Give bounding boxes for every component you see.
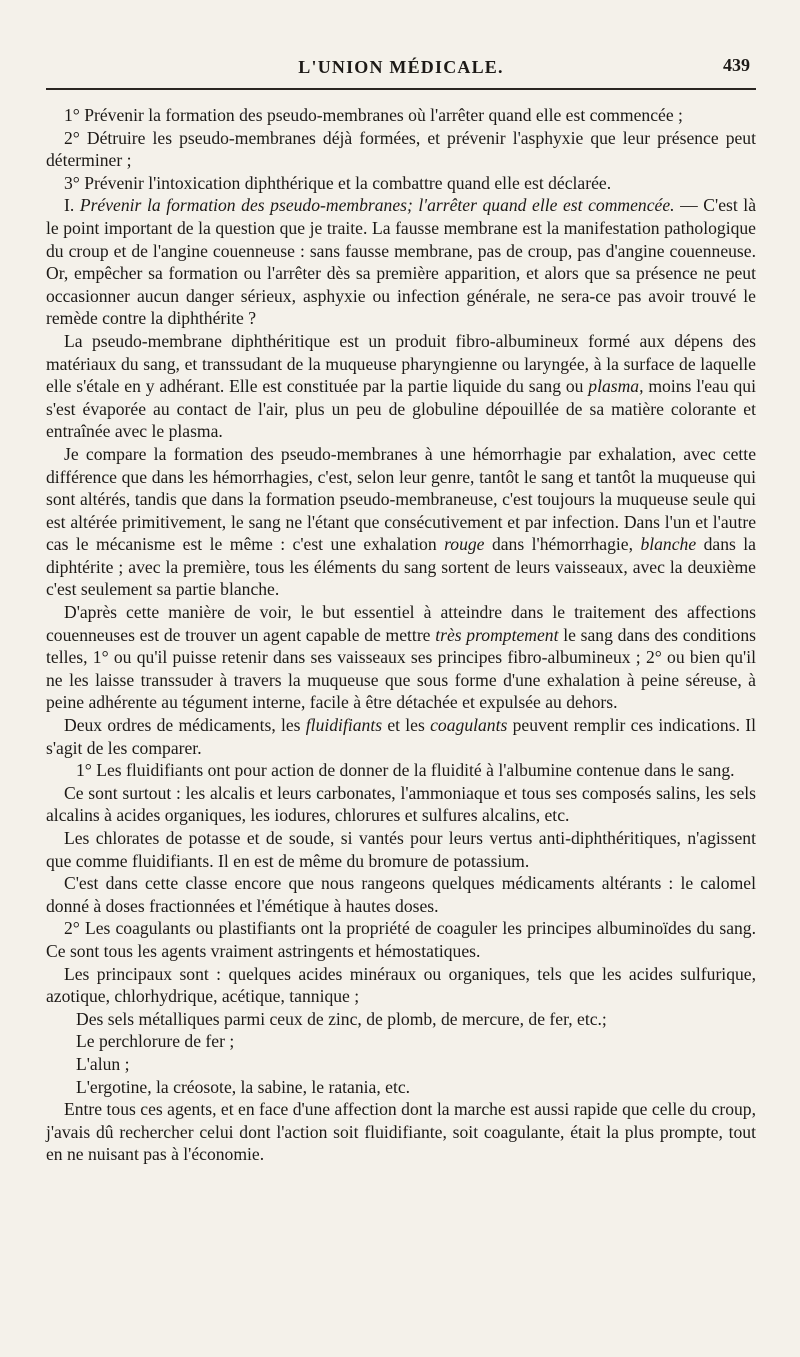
paragraph (46, 1098, 756, 1166)
paragraph (46, 917, 756, 962)
page-header (46, 34, 756, 78)
paragraph (46, 782, 756, 827)
paragraph (46, 330, 756, 443)
text-run: 1° Les fluidifiants ont pour action de donner de la fluidité à l'albumine contenue dans le sang. (76, 760, 735, 781)
text-run: peuvent remplir ces indications. Il s'agit de les comparer. (46, 715, 756, 758)
paragraph (46, 1053, 756, 1076)
text-run: D'après cette manière de voir, le but essentiel à atteindre dans le traitement des affections couenneuses est de trouver un agent capable de mettre (46, 602, 756, 645)
text-run: 2° Les coagulants ou plastifiants ont la propriété de coaguler les principes albuminoïdes du sang. Ce sont tous les agents vraiment astringents et hémostatiques. (46, 918, 756, 961)
text-run: C'est dans cette classe encore que nous rangeons quelques médicaments altérants : le calomel donné à doses fractionnées et l'émétique à hautes doses. (46, 873, 756, 916)
text-run: 2° Détruire les pseudo-membranes déjà formées, et prévenir l'asphyxie que leur présence peut déterminer ; (46, 127, 756, 171)
text-run: Le perchlorure de fer ; (76, 1031, 235, 1052)
italic-text: très promptement (435, 624, 559, 645)
paragraph (46, 601, 756, 714)
italic-text: rouge (444, 534, 485, 555)
page-number: 439 (723, 55, 750, 75)
text-run: le sang dans des conditions telles, 1° ou qu'il puisse retenir dans ses vaisseaux ses principes fibro-albumineux ; 2° ou bien qu'il ne les laisse transsuder à travers la muqueuse que sous forme d'une exhalation à peine séreuse, à peine adhérente au tégument interne, facile à être détachée et expulsée au dehors. (46, 624, 756, 713)
body-text (46, 104, 756, 1166)
text-run: Les chlorates de potasse et de soude, si vantés pour leurs vertus anti-diphthéritiques, n'agissent que comme fluidifiants. Il en est de même du bromure de potassium. (46, 828, 756, 871)
paragraph (46, 714, 756, 759)
paragraph (46, 827, 756, 872)
text-run: dans la diphtérite ; avec la première, tous les éléments du sang sortent de leurs vaisseaux, avec la deuxième c'est seulement sa partie blanche. (46, 534, 756, 600)
text-run: L'alun ; (76, 1053, 130, 1074)
text-run: 1° Prévenir la formation des pseudo-membranes où l'arrêter quand elle est commencée ; (64, 105, 683, 125)
text-run: Je compare la formation des pseudo-membranes à une hémorrhagie par exhalation, avec cette différence que dans les hémorrhagies, c'est, selon leur genre, tantôt le sang et tantôt la muqueuse qui sont altérés, tandis que dans la formation pseudo-membraneuse, c'est toujours la muqueuse seule qui est altérée primitivement, le sang ne l'étant que consécutivement et par infection. Dans l'un et l'autre cas le mécanisme est le même : c'est une exhalation (46, 443, 756, 555)
paragraph (46, 127, 756, 172)
text-run: Entre tous ces agents, et en face d'une affection dont la marche est aussi rapide que celle du croup, j'avais dû rechercher celui dont l'action soit fluidifiante, soit coagulante, était la plus prompte, tout en ne nuisant pas à l'économie. (46, 1099, 756, 1165)
text-run: Des sels métalliques parmi ceux de zinc, de plomb, de mercure, de fer, etc.; (76, 1008, 607, 1029)
paragraph (46, 1008, 756, 1031)
paragraph (46, 172, 756, 195)
header-rule (46, 88, 756, 90)
text-run: et les (382, 715, 431, 736)
text-run: 3° Prévenir l'intoxication diphthérique et la combattre quand elle est déclarée. (64, 172, 612, 193)
paragraph (46, 194, 756, 330)
paragraph (46, 1030, 756, 1053)
italic-text: blanche (640, 534, 697, 555)
text-run: dans l'hémorrhagie, (484, 534, 641, 555)
text-run: moins l'eau qui s'est évaporée au contact de l'air, plus un peu de globuline dépouillée de sa matière colorante et entraînée avec le plasma. (46, 376, 756, 442)
paragraph (46, 1076, 756, 1099)
paragraph (46, 443, 756, 601)
text-run: — C'est là le point important de la question que je traite. La fausse membrane est la manifestation pathologique du croup et de l'angine couenneuse : sans fausse membrane, pas de croup, pas d'angine couenneuse. Or, empêcher sa formation ou l'arrêter dès sa première apparition, et alors que sa présence ne peut occasionner aucun danger sérieux, asphyxie ou infection générale, ne sera-ce pas avoir trouvé le remède contre la diphthérite ? (46, 195, 756, 329)
text-run: L'ergotine, la créosote, la sabine, le ratania, etc. (76, 1076, 411, 1097)
text-run: I. (64, 195, 80, 216)
text-run: Ce sont surtout : les alcalis et leurs carbonates, l'ammoniaque et tous ses composés salins, les sels alcalins à acides organiques, les iodures, chlorures et sulfures alcalins, etc. (46, 782, 756, 826)
paragraph (46, 104, 756, 127)
text-run: Deux ordres de médicaments, les (64, 715, 306, 736)
running-head: L'UNION MÉDICALE. (298, 57, 504, 77)
paragraph (46, 759, 756, 782)
italic-text: coagulants (430, 715, 508, 736)
text-run: Les principaux sont : quelques acides minéraux ou organiques, tels que les acides sulfurique, azotique, chlorhydrique, acétique, tannique ; (46, 963, 756, 1007)
italic-text: fluidifiants (305, 715, 383, 736)
paragraph (46, 963, 756, 1008)
italic-text: Prévenir la formation des pseudo-membranes; l'arrêter quand elle est commencée. (79, 195, 675, 216)
paragraph (46, 872, 756, 917)
text-run: La pseudo-membrane diphthéritique est un produit fibro-albumineux formé aux dépens des matériaux du sang, et transsudant de la muqueuse pharyngienne ou laryngée, à la surface de laquelle elle s'étale en y adhérant. Elle est constituée par la partie liquide du sang ou (46, 330, 756, 397)
italic-text: plasma, (588, 376, 644, 397)
